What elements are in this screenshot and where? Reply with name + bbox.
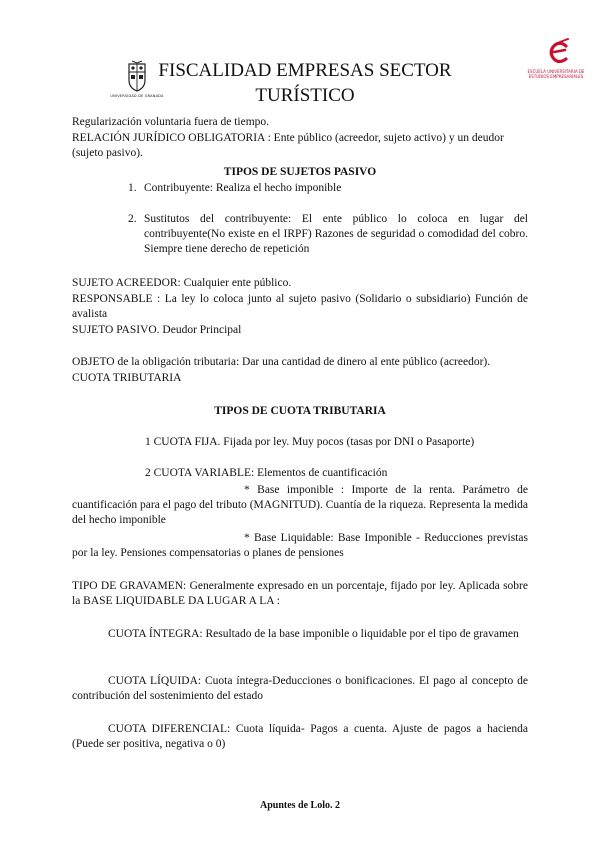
sujetos-item-1-number: 1. (128, 182, 137, 194)
cuota-fija: 1 CUOTA FIJA. Fijada por ley. Muy pocos (tasas por DNI o Pasaporte) (145, 436, 475, 448)
intro-relacion-juridica: RELACIÓN JURÍDICO OBLIGATORIA : Ente público (acreedor, sujeto activo) y un deudor (sujeto pasivo). (72, 132, 504, 159)
school-e-logo (546, 38, 572, 68)
page-footer: Apuntes de Lolo. 2 (259, 800, 340, 811)
cuota-base-liquidable: * Base Liquidable: Base Imponible - Reducciones previstas por la ley. Pensiones compensatorias o planes de pensiones (72, 532, 528, 559)
cuota-integra: CUOTA ÍNTEGRA: Resultado de la base imponible o liquidable por el tipo de gravamen (108, 628, 519, 640)
sujetos-heading: TIPOS DE SUJETOS PASIVO (223, 166, 377, 178)
def-cuota-tributaria: CUOTA TRIBUTARIA (72, 372, 182, 384)
cuota-variable: 2 CUOTA VARIABLE: Elementos de cuantificación (145, 467, 388, 479)
cuota-diferencial: CUOTA DIFERENCIAL: Cuota líquida- Pagos a cuenta. Ajuste de pagos a hacienda (Puede ser positiva, negativa o 0) (72, 723, 528, 750)
cuota-heading: TIPOS DE CUOTA TRIBUTARIA (214, 405, 386, 417)
intro-regularizacion: Regularización voluntaria fuera de tiempo. (72, 116, 270, 128)
document-title-line1: FISCALIDAD EMPRESAS SECTOR (158, 60, 452, 81)
school-logo-caption: ESCUELA UNIVERSITARIA DE ESTUDIOS EMPRESARIALES (527, 69, 585, 79)
tipo-gravamen: TIPO DE GRAVAMEN: Generalmente expresado en un porcentaje, fijado por ley. Aplicada sobre la BASE LIQUIDABLE DA LUGAR A LA : (72, 580, 528, 607)
def-responsable: RESPONSABLE : La ley lo coloca junto al sujeto pasivo (Solidario o subsidiario) Función de avalista (72, 293, 528, 320)
def-objeto: OBJETO de la obligación tributaria: Dar una cantidad de dinero al ente público (acreedor). (72, 356, 491, 368)
sujetos-item-2-text: Sustitutos del contribuyente: El ente público lo coloca en lugar del contribuyente(No existe en el IRPF) Razones de seguridad o comodidad del cobro. Siempre tiene derecho de repetición (144, 213, 528, 255)
cuota-base-imponible: * Base imponible : Importe de la renta. Parámetro de cuantificación para el pago del tributo (MAGNITUD). Cuantía de la riqueza. Representa la medida del hecho imponible (72, 484, 528, 526)
sujetos-item-2-number: 2. (128, 213, 137, 225)
document-title (150, 58, 460, 108)
cuota-liquida: CUOTA LÍQUIDA: Cuota íntegra-Deducciones o bonificaciones. El pago al concepto de contribución del sostenimiento del estado (72, 675, 528, 702)
sujetos-item-1-text: Contribuyente: Realiza el hecho imponible (144, 182, 342, 194)
def-sujeto-pasivo: SUJETO PASIVO. Deudor Principal (72, 324, 242, 336)
def-sujeto-acreedor: SUJETO ACREEDOR: Cualquier ente público. (72, 277, 292, 289)
university-logo-caption: UNIVERSIDAD DE GRANADA (110, 94, 164, 98)
document-title-line2: TURÍSTICO (255, 85, 355, 106)
